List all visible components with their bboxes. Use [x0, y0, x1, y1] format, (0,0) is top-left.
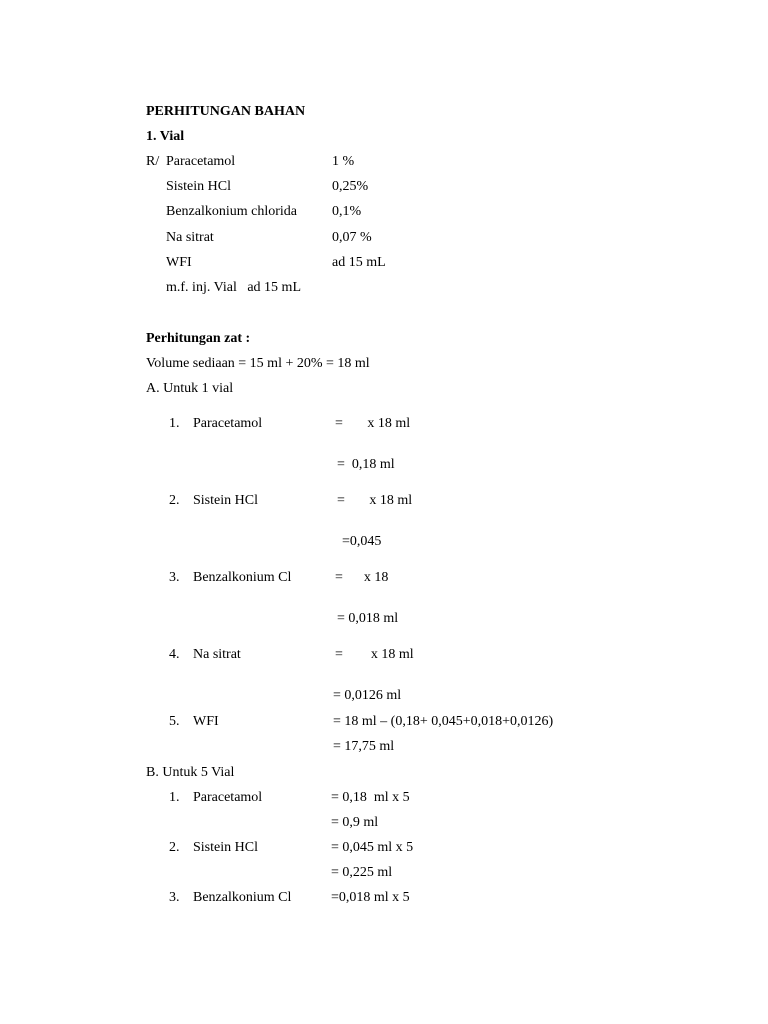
calc-item-number: 1. — [169, 790, 180, 805]
calc-item-expression: = x 18 ml — [335, 416, 411, 431]
calc-item-expression: = 0,18 ml x 5 — [331, 790, 410, 805]
calc-item-number: 2. — [169, 493, 180, 508]
calc-item-number: 1. — [169, 416, 180, 431]
recipe-mf-line: m.f. inj. Vial ad 15 mL — [166, 280, 301, 295]
recipe-item-value: 0,07 % — [332, 230, 372, 245]
calc-item-number: 2. — [169, 840, 180, 855]
calc-item-name: Paracetamol — [193, 790, 263, 805]
section-a-heading: A. Untuk 1 vial — [146, 381, 234, 396]
recipe-item-name: Paracetamol — [166, 154, 236, 169]
calc-item-number: 5. — [169, 714, 180, 729]
recipe-item-name: WFI — [166, 255, 192, 270]
document-title: PERHITUNGAN BAHAN — [146, 104, 306, 119]
calc-item-name: Sistein HCl — [193, 493, 258, 508]
calc-item-name: Na sitrat — [193, 647, 241, 662]
calc-item-expression: = x 18 ml — [335, 647, 414, 662]
recipe-item-name: Na sitrat — [166, 230, 214, 245]
calc-item-name: WFI — [193, 714, 219, 729]
calc-item-result: = 17,75 ml — [333, 739, 395, 754]
calc-item-number: 3. — [169, 570, 180, 585]
calc-item-name: Sistein HCl — [193, 840, 258, 855]
section-heading-vial: 1. Vial — [146, 129, 185, 144]
calc-item-result: = 0,0126 ml — [333, 688, 402, 703]
recipe-item-value: ad 15 mL — [332, 255, 386, 270]
recipe-item-value: 0,25% — [332, 179, 369, 194]
section-b-heading: B. Untuk 5 Vial — [146, 765, 235, 780]
recipe-item-name: Benzalkonium chlorida — [166, 204, 298, 219]
calc-item-result: = 0,225 ml — [331, 865, 393, 880]
calc-item-name: Benzalkonium Cl — [193, 890, 292, 905]
volume-line: Volume sediaan = 15 ml + 20% = 18 ml — [146, 356, 370, 371]
calc-item-result: = 0,018 ml — [337, 611, 399, 626]
calc-item-expression: = x 18 ml — [337, 493, 413, 508]
recipe-item-value: 0,1% — [332, 204, 362, 219]
calc-item-expression: = 18 ml – (0,18+ 0,045+0,018+0,0126) — [333, 714, 554, 729]
calc-item-result: = 0,18 ml — [337, 457, 395, 472]
calc-item-expression: =0,018 ml x 5 — [331, 890, 410, 905]
calc-item-number: 4. — [169, 647, 180, 662]
recipe-prefix: R/ — [146, 154, 160, 169]
calc-heading: Perhitungan zat : — [146, 331, 251, 346]
calc-item-result: =0,045 — [342, 534, 382, 549]
calc-item-name: Benzalkonium Cl — [193, 570, 292, 585]
calc-item-name: Paracetamol — [193, 416, 263, 431]
recipe-item-name: Sistein HCl — [166, 179, 231, 194]
recipe-item-value: 1 % — [332, 154, 355, 169]
calc-item-result: = 0,9 ml — [331, 815, 379, 830]
calc-item-number: 3. — [169, 890, 180, 905]
calc-item-expression: = 0,045 ml x 5 — [331, 840, 414, 855]
calc-item-expression: = x 18 — [335, 570, 389, 585]
